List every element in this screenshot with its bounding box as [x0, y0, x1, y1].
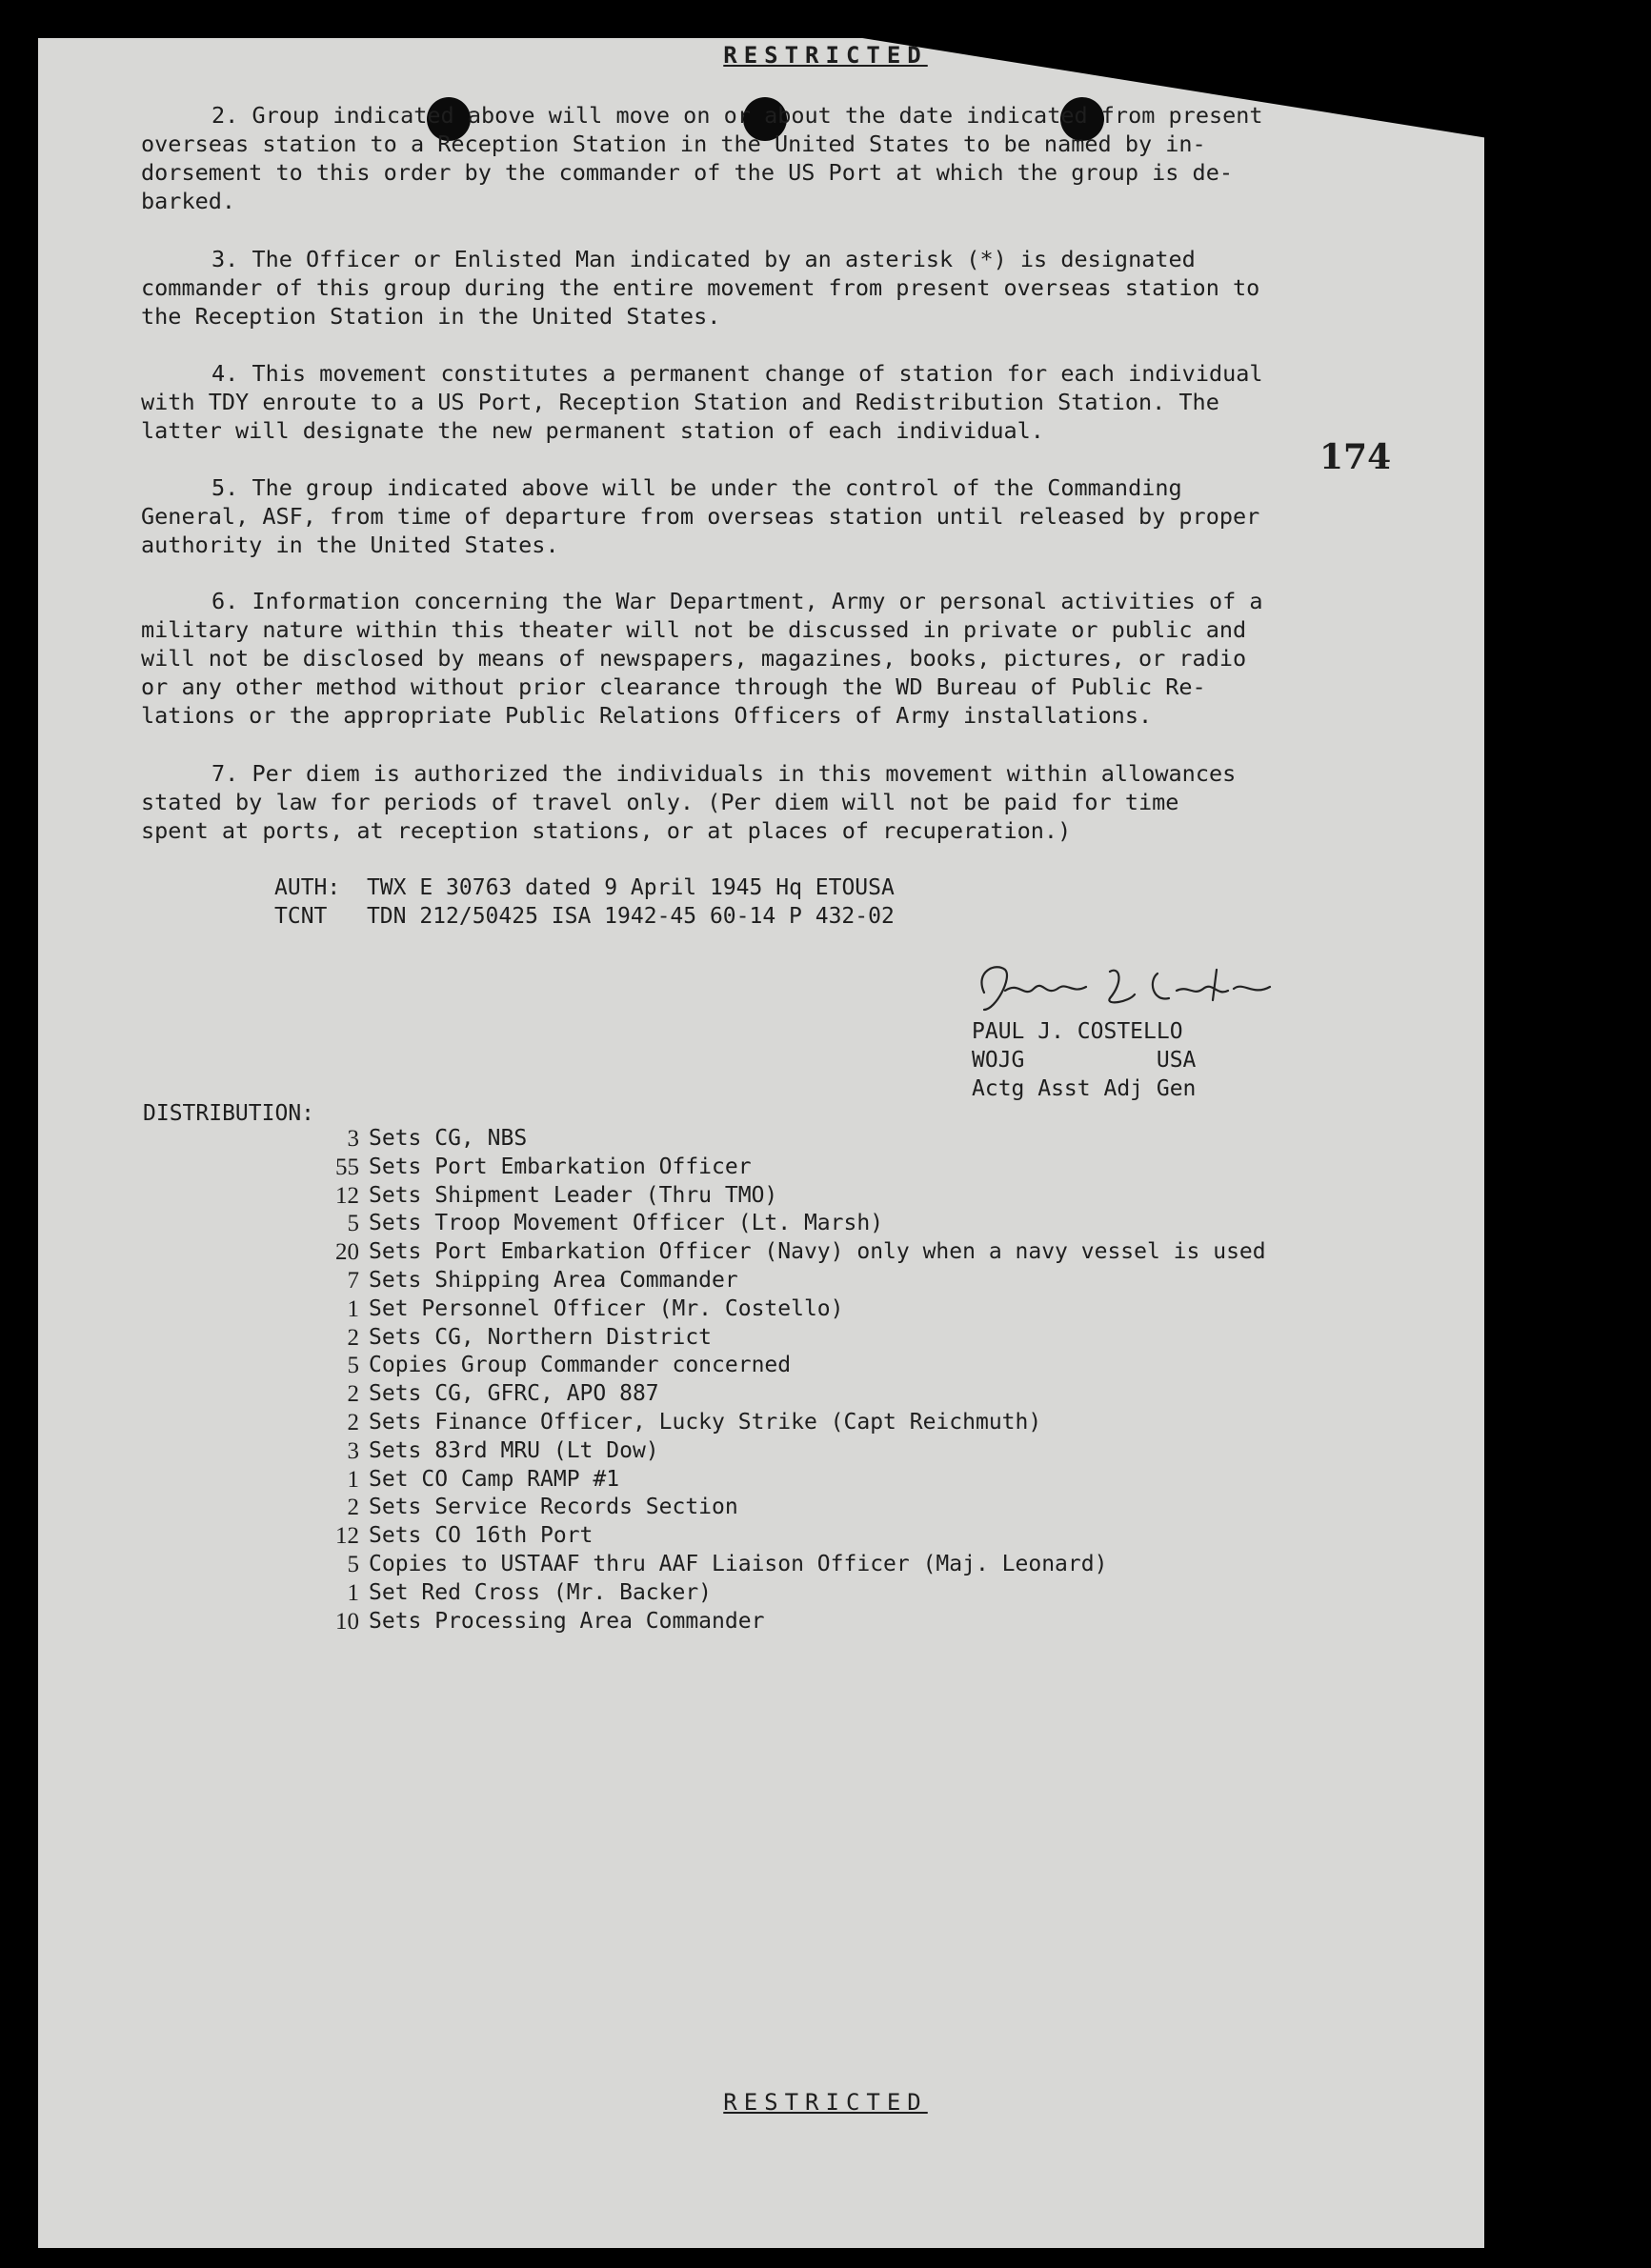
- paragraph-line: spent at ports, at reception stations, or at places of recuperation.): [141, 817, 1072, 844]
- distribution-text: Sets CG, Northern District: [369, 1324, 713, 1350]
- paragraph-3: [141, 245, 1389, 331]
- distribution-qty: 3: [347, 1437, 359, 1464]
- paragraph-line: overseas station to a Reception Station in the United States to be named by in-: [141, 130, 1206, 157]
- auth-text: TWX E 30763 dated 9 April 1945 Hq ETOUSA: [366, 875, 895, 900]
- distribution-qty: 12: [335, 1182, 359, 1209]
- distribution-qty: 2: [347, 1409, 359, 1435]
- paragraph-line: 7. Per diem is authorized the individuals in this movement within allowances: [211, 760, 1237, 787]
- distribution-qty: 5: [347, 1551, 359, 1577]
- distribution-text: Sets CG, NBS: [369, 1126, 528, 1151]
- distribution-item: [310, 1325, 1266, 1354]
- distribution-qty: 55: [335, 1154, 359, 1180]
- distribution-qty: 2: [347, 1324, 359, 1351]
- tcnt-text: TDN 212/50425 ISA 1942-45 60-14 P 432-02: [366, 904, 895, 929]
- distribution-text: Sets Port Embarkation Officer (Navy) only when a navy vessel is used: [369, 1239, 1266, 1265]
- paragraph-line: barked.: [141, 188, 236, 214]
- auth-label: AUTH:: [274, 875, 341, 900]
- distribution-item: [310, 1268, 1266, 1296]
- distribution-list: [310, 1126, 1266, 1636]
- distribution-text: Sets Finance Officer, Lucky Strike (Capt Reichmuth): [369, 1409, 1042, 1435]
- paragraph-line: 5. The group indicated above will be under the control of the Commanding: [211, 474, 1182, 501]
- distribution-text: Sets Port Embarkation Officer: [369, 1154, 752, 1179]
- distribution-text: Sets Processing Area Commander: [369, 1608, 765, 1634]
- distribution-text: Sets CG, GFRC, APO 887: [369, 1381, 659, 1407]
- handwritten-signature: [967, 953, 1310, 1019]
- signer-name: PAUL J. COSTELLO: [972, 1019, 1183, 1044]
- paragraph-line: military nature within this theater will not be discussed in private or public and: [141, 616, 1247, 643]
- paragraph-line: 6. Information concerning the War Department, Army or personal activities of a: [211, 588, 1263, 614]
- distribution-label: DISTRIBUTION:: [143, 1101, 315, 1126]
- paragraph-line: 2. Group indicated above will move on or about the date indicated from present: [211, 102, 1263, 129]
- distribution-qty: 2: [347, 1381, 359, 1408]
- distribution-text: Sets CO 16th Port: [369, 1523, 594, 1549]
- distribution-text: Sets Shipping Area Commander: [369, 1267, 738, 1293]
- distribution-text: Set Personnel Officer (Mr. Costello): [369, 1295, 844, 1321]
- paragraph-line: with TDY enroute to a US Port, Reception Station and Redistribution Station. The: [141, 389, 1219, 415]
- distribution-text: Set Red Cross (Mr. Backer): [369, 1579, 713, 1605]
- distribution-qty: 20: [335, 1239, 359, 1266]
- paragraph-4: [141, 359, 1389, 445]
- distribution-qty: 12: [335, 1523, 359, 1550]
- distribution-qty: 1: [347, 1579, 359, 1606]
- tcnt-label: TCNT: [274, 904, 328, 929]
- paragraph-line: 3. The Officer or Enlisted Man indicated by an asterisk (*) is designated: [211, 246, 1196, 272]
- distribution-item: [310, 1580, 1266, 1609]
- distribution-qty: 7: [347, 1267, 359, 1294]
- distribution-qty: 10: [335, 1608, 359, 1635]
- distribution-qty: 1: [347, 1295, 359, 1322]
- paragraph-6: [141, 587, 1389, 730]
- paragraph-line: authority in the United States.: [141, 532, 559, 558]
- paragraph-line: dorsement to this order by the commander of the US Port at which the group is de-: [141, 159, 1234, 186]
- signer-title: Actg Asst Adj Gen: [972, 1076, 1197, 1101]
- distribution-item: [310, 1523, 1266, 1552]
- paragraph-5: [141, 473, 1389, 559]
- paragraph-2: [141, 101, 1389, 215]
- distribution-text: Sets Shipment Leader (Thru TMO): [369, 1182, 778, 1208]
- paragraph-line: latter will designate the new permanent station of each individual.: [141, 417, 1044, 444]
- paragraph-7: [141, 759, 1389, 845]
- distribution-qty: 3: [347, 1126, 359, 1152]
- signer-rank: WOJG USA: [972, 1048, 1197, 1073]
- distribution-item: [310, 1183, 1266, 1212]
- distribution-item: [310, 1154, 1266, 1183]
- paragraph-line: 4. This movement constitutes a permanent change of station for each individual: [211, 360, 1263, 387]
- distribution-qty: 1: [347, 1466, 359, 1493]
- distribution-text: Sets 83rd MRU (Lt Dow): [369, 1437, 659, 1463]
- distribution-qty: 5: [347, 1353, 359, 1379]
- paragraph-line: will not be disclosed by means of newspapers, magazines, books, pictures, or radio: [141, 645, 1247, 672]
- paragraph-line: commander of this group during the entire movement from present overseas station to: [141, 274, 1260, 301]
- distribution-item: [310, 1239, 1266, 1268]
- distribution-text: Set CO Camp RAMP #1: [369, 1466, 620, 1492]
- distribution-text: Sets Service Records Section: [369, 1495, 738, 1520]
- signature-block: [972, 1017, 1196, 1103]
- classification-footer: RESTRICTED: [723, 2089, 928, 2116]
- distribution-item: [310, 1467, 1266, 1495]
- distribution-item: [310, 1410, 1266, 1438]
- distribution-item: [310, 1495, 1266, 1523]
- distribution-item: [310, 1552, 1266, 1580]
- tcnt-line: [274, 902, 895, 931]
- distribution-item: [310, 1381, 1266, 1410]
- classification-header: RESTRICTED: [723, 42, 928, 69]
- paragraph-line: stated by law for periods of travel only. (Per diem will not be paid for time: [141, 789, 1179, 815]
- authority-line: [274, 873, 895, 902]
- distribution-item: [310, 1609, 1266, 1637]
- distribution-text: Copies Group Commander concerned: [369, 1353, 792, 1378]
- distribution-item: [310, 1211, 1266, 1239]
- paragraph-line: General, ASF, from time of departure from overseas station until released by proper: [141, 503, 1260, 530]
- distribution-item: [310, 1353, 1266, 1381]
- distribution-qty: 5: [347, 1211, 359, 1237]
- page-number: 174: [1319, 437, 1392, 477]
- paragraph-line: or any other method without prior clearance through the WD Bureau of Public Re-: [141, 673, 1206, 700]
- distribution-item: [310, 1296, 1266, 1325]
- paragraph-line: lations or the appropriate Public Relations Officers of Army installations.: [141, 702, 1153, 729]
- distribution-text: Sets Troop Movement Officer (Lt. Marsh): [369, 1211, 884, 1236]
- distribution-item: [310, 1126, 1266, 1154]
- distribution-item: [310, 1438, 1266, 1467]
- distribution-qty: 2: [347, 1495, 359, 1521]
- distribution-text: Copies to USTAAF thru AAF Liaison Officer (Maj. Leonard): [369, 1551, 1108, 1576]
- paragraph-line: the Reception Station in the United States.: [141, 303, 721, 330]
